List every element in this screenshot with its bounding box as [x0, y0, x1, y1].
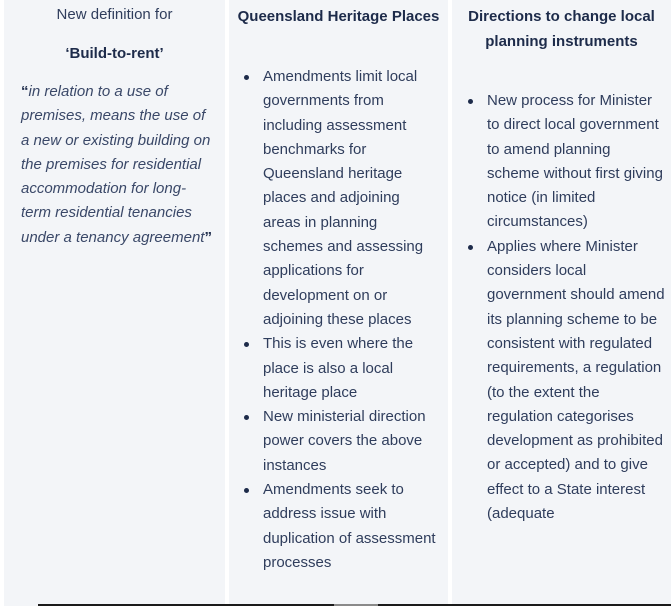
bullet-icon [244, 342, 249, 347]
list-item-text: Amendments limit local governments from including assessment benchmarks for Queensland heritage places and adjoining areas in planning schemes and assessing applications for development on or adjoining these places [263, 68, 424, 328]
definition-quote [21, 80, 215, 250]
bullet-list [487, 89, 667, 526]
column-heading: Queensland Heritage Places [237, 8, 440, 25]
bullet-list [263, 65, 439, 575]
list-item [263, 65, 439, 332]
list-item-text: This is even where the place is also a local heritage place [263, 335, 414, 401]
bullet-icon [468, 99, 473, 104]
column-heading: Directions to change local planning instruments [468, 8, 655, 50]
list-item-text: New process for Minister to direct local government to amend planning scheme without first giving notice (in limited circumstances) [487, 92, 663, 231]
planning-directions-column [452, 0, 671, 606]
open-quote-mark: “ [21, 83, 29, 100]
bullet-icon [468, 245, 473, 250]
list-item-text: Applies where Minister considers local government should amend its planning scheme to be consistent with regulated requirements, a regulation (to the extent the regulation categorises development as prohibited or accepted) and to give effect to a State interest (adequate [487, 237, 665, 523]
list-item-text: Amendments seek to address issue with duplication of assessment processes [263, 481, 436, 571]
column-heading: New definition for [56, 6, 173, 23]
bullet-icon [244, 415, 249, 420]
heritage-places-column [229, 0, 448, 606]
bullet-icon [244, 488, 249, 493]
build-to-rent-column [4, 0, 225, 606]
list-item [263, 405, 439, 478]
list-item [263, 478, 439, 575]
close-quote-mark: ” [204, 228, 212, 246]
defined-term: ‘Build-to-rent’ [65, 45, 164, 62]
list-item [263, 332, 439, 405]
definition-text: in relation to a use of premises, means the use of a new or existing building on the premises for residential accommodation for long-term residential tenancies under a tenancy agreement [21, 83, 211, 246]
list-item-text: New ministerial direction power covers the above instances [263, 408, 426, 474]
bullet-icon [244, 75, 249, 80]
list-item [487, 89, 667, 235]
list-item [487, 235, 667, 527]
